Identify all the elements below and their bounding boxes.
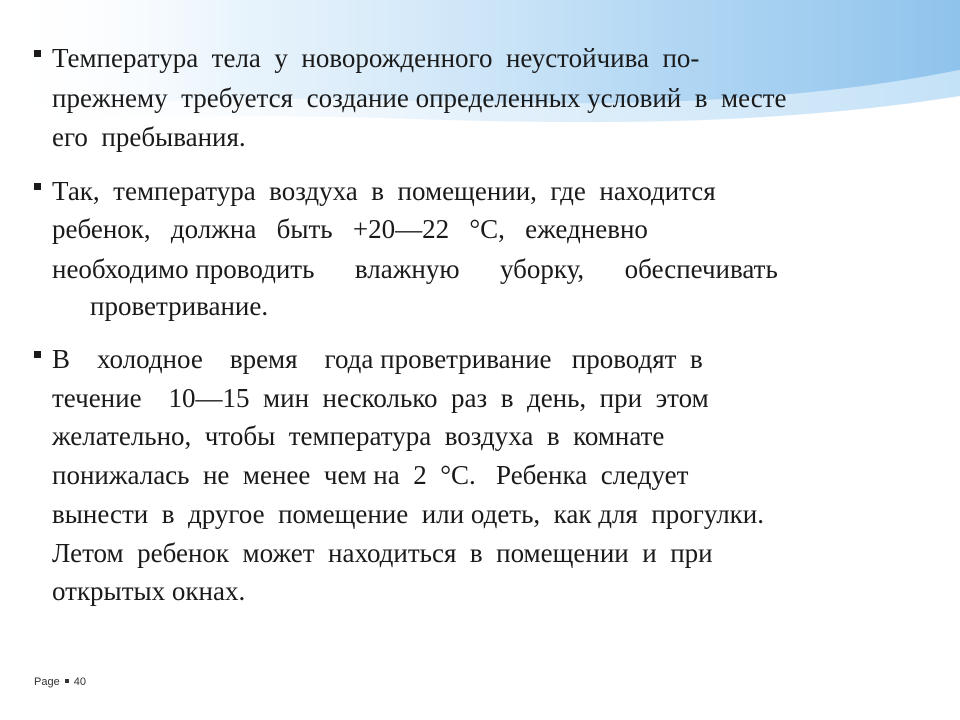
bullet-2 xyxy=(34,183,41,190)
paragraph-2-line-1: Так, температура воздуха в помещении, где находится xyxy=(52,176,716,206)
paragraph-1-line-3: его пребывания. xyxy=(52,122,246,152)
paragraph-1-line-2: прежнему требуется создание определенных условий в месте xyxy=(52,83,787,113)
paragraph-1-line-1: Температура тела у новорожденного неустойчива по- xyxy=(52,43,700,73)
page-footer xyxy=(34,676,86,688)
bullet-1 xyxy=(34,50,41,57)
page-number: 40 xyxy=(73,676,86,688)
paragraph-3-line-4: понижалась не менее чем на 2 °С. Ребенка следует xyxy=(52,460,689,490)
paragraph-2-line-4: проветривание. xyxy=(90,291,269,321)
paragraph-2-line-2: ребенок, должна быть +20—22 °С, ежедневно xyxy=(52,214,648,244)
paragraph-3-line-1: В холодное время года проветривание проводят в xyxy=(52,344,703,374)
paragraph-3-line-7: открытых окнах. xyxy=(52,576,246,606)
paragraph-3-line-2: течение 10—15 мин несколько раз в день, при этом xyxy=(52,383,709,413)
paragraph-3-line-3: желательно, чтобы температура воздуха в комнате xyxy=(52,421,665,451)
paragraph-3-line-6: Летом ребенок может находиться в помещении и при xyxy=(52,538,713,568)
paragraph-3-line-5: вынести в другое помещение или одеть, как для прогулки. xyxy=(52,499,764,529)
paragraph-2-line-3: необходимо проводить влажную уборку, обеспечивать xyxy=(52,254,778,284)
bullet-3 xyxy=(34,351,41,358)
footer-bullet-icon xyxy=(65,679,69,683)
page-label: Page xyxy=(34,676,60,688)
